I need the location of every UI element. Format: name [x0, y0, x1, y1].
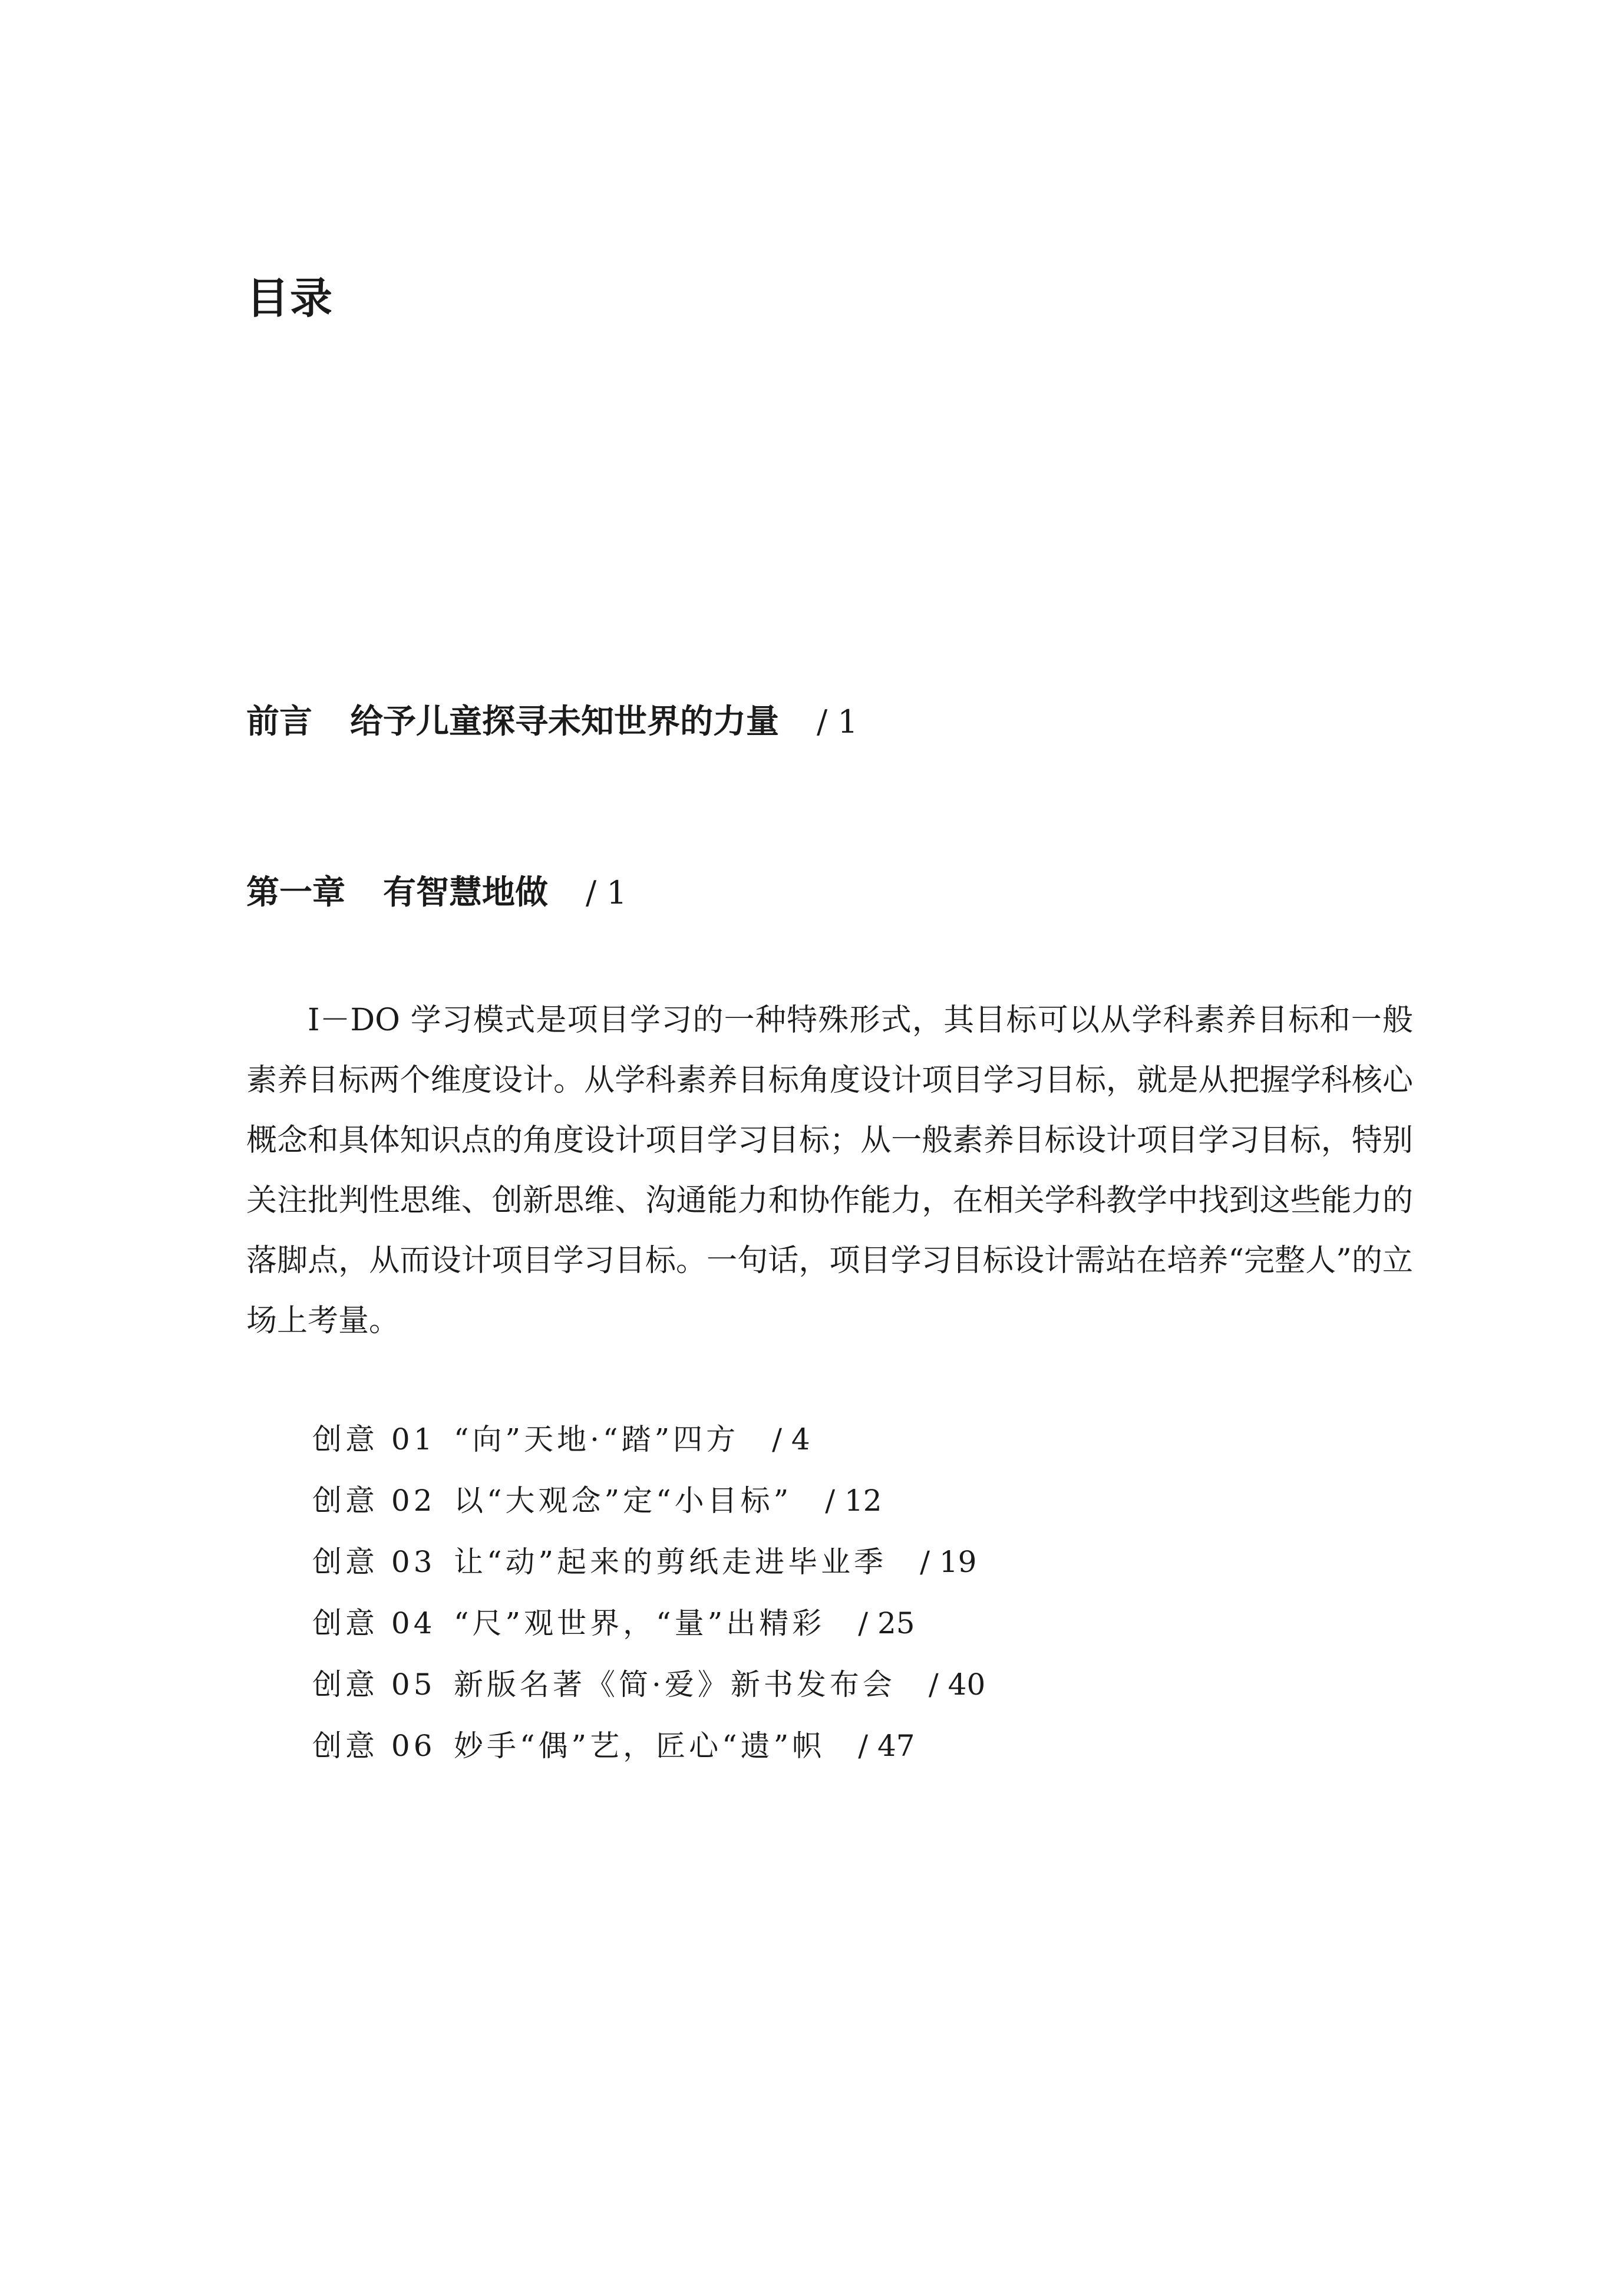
idea-title: 妙手“偶”艺，匠心“遗”帜: [454, 1729, 826, 1763]
idea-entry: [312, 1654, 985, 1715]
idea-number: 创意 03: [312, 1545, 436, 1579]
idea-page-ref: / 40: [928, 1667, 986, 1702]
idea-entry: [312, 1593, 985, 1654]
idea-page-ref: / 47: [858, 1729, 915, 1763]
preface-title: 给予儿童探寻未知世界的力量: [350, 702, 779, 741]
toc-title: 目录: [246, 273, 334, 323]
idea-page-ref: / 4: [772, 1422, 810, 1456]
chapter1-label: 第一章: [246, 873, 345, 912]
idea-number: 创意 05: [312, 1667, 436, 1702]
idea-title: 让“动”起来的剪纸走进毕业季: [454, 1545, 887, 1579]
idea-number: 创意 04: [312, 1606, 436, 1640]
chapter1-intro: I－DO 学习模式是项目学习的一种特殊形式，其目标可以从学科素养目标和一般素养目标两个维度设计。从学科素养目标角度设计项目学习目标，就是从把握学科核心概念和具体知识点的角度设计项目学习目标；从一般素养目标设计项目学习目标，特别关注批判性思维、创新思维、沟通能力和协作能力，在相关学科教学中找到这些能力的落脚点，从而设计项目学习目标。一句话，项目学习目标设计需站在培养“完整人”的立场上考量。: [246, 1003, 1413, 1339]
chapter1-page-ref: / 1: [586, 874, 627, 911]
idea-number: 创意 01: [312, 1422, 436, 1456]
idea-list: [312, 1409, 985, 1777]
idea-entry: [312, 1715, 985, 1777]
chapter1-title: 有智慧地做: [383, 873, 548, 912]
preface-entry: [246, 696, 858, 743]
idea-entry: [312, 1409, 985, 1470]
idea-title: “尺”观世界，“量”出精彩: [454, 1606, 826, 1640]
chapter1-entry: [246, 866, 627, 914]
idea-number: 创意 02: [312, 1484, 436, 1518]
preface-label: 前言: [246, 702, 312, 741]
idea-page-ref: / 19: [920, 1545, 977, 1579]
idea-title: 以“大观念”定“小目标”: [454, 1484, 793, 1518]
idea-title: “向”天地·“踏”四方: [454, 1422, 740, 1456]
idea-title: 新版名著《简·爱》新书发布会: [454, 1667, 896, 1702]
idea-entry: [312, 1470, 985, 1531]
idea-number: 创意 06: [312, 1729, 436, 1763]
idea-entry: [312, 1531, 985, 1593]
preface-page-ref: / 1: [817, 703, 858, 740]
idea-page-ref: / 12: [825, 1484, 882, 1518]
idea-page-ref: / 25: [858, 1606, 915, 1640]
